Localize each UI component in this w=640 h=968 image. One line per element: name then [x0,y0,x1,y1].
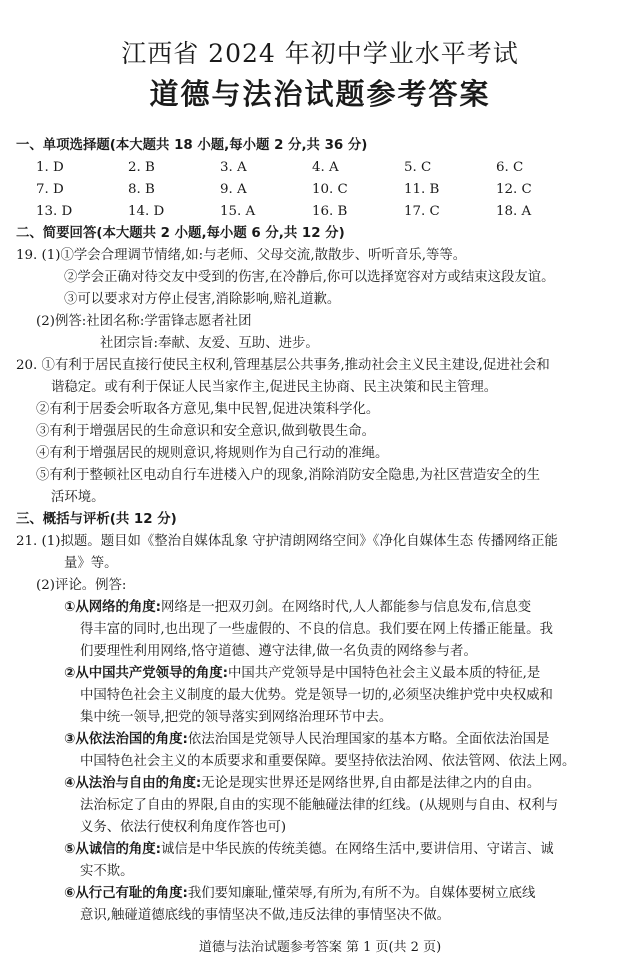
point-text: 中国特色社会主义制度的最大优势。党是领导一切的,必须坚决维护党中央权威和 [80,688,553,703]
q20-line: 20. ①有利于居民直接行使民主权利,管理基层公共事务,推动社会主义民主建设,促进社会和 [16,358,550,373]
exam-title: 江西省 2024 年初中学业水平考试 [121,39,519,68]
point-keyword: ②从中国共产党领导的角度: [64,666,228,681]
answer-cell: 6. C [496,160,524,175]
answer-cell: 4. A [312,160,339,175]
point-text: 们要理性利用网络,恪守道德、遵守法律,做一名负责的网络参与者。 [80,644,477,659]
section1-heading: 一、单项选择题(本大题共 18 小题,每小题 2 分,共 36 分) [16,138,368,153]
point-2 [64,664,540,683]
answer-cell: 5. C [404,160,432,175]
section2-heading: 二、简要回答(本大题共 2 小题,每小题 6 分,共 12 分) [16,226,345,241]
q20-line: ④有利于增强居民的规则意识,将规则作为自己行动的准绳。 [36,446,389,461]
point-text: 我们要知廉耻,懂荣辱,有所为,有所不为。自媒体要树立底线 [187,886,536,901]
point-keyword: ③从依法治国的角度: [64,732,188,747]
q20-line: ⑤有利于整顿社区电动自行车进楼入户的现象,消除消防安全隐患,为社区营造安全的生 [36,468,540,483]
answer-cell: 3. A [220,160,247,175]
point-text: 无论是现实世界还是网络世界,自由都是法律之内的自由。 [201,776,541,791]
q19-line: ②学会正确对待交友中受到的伤害,在冷静后,你可以选择宽容对方或结束这段友谊。 [64,270,555,285]
point-text: 实不欺。 [80,864,134,879]
answer-cell: 10. C [312,182,348,197]
point-text: 义务、依法行使权利角度作答也可) [80,820,287,835]
point-text: 得丰富的同时,也出现了一些虚假的、不良的信息。我们要在网上传播正能量。我 [80,622,553,637]
q19-line: (2)例答:社团名称:学雷锋志愿者社团 [36,314,252,329]
point-text: 中国共产党领导是中国特色社会主义最本质的特征,是 [228,666,541,681]
q21-1-line: 量》等。 [64,556,118,571]
point-text: 中国特色社会主义的本质要求和重要保障。要坚持依法治网、依法管网、依法上网。 [80,754,576,769]
answer-cell: 11. B [404,182,440,197]
point-keyword: ①从网络的角度: [64,600,162,615]
q19-line: ③可以要求对方停止侵害,消除影响,赔礼道歉。 [64,292,341,307]
answer-cell: 16. B [312,204,348,219]
point-keyword: ⑤从诚信的角度: [64,842,162,857]
answer-cell: 17. C [404,204,440,219]
q21-2-intro: (2)评论。例答: [36,578,127,593]
point-4 [64,774,540,793]
q21-1-line: 21. (1)拟题。题目如《整治自媒体乱象 守护清朗网络空间》《净化自媒体生态 传播网络正能 [16,534,558,549]
q19-line: 19. (1)①学会合理调节情绪,如:与老师、父母交流,散散步、听听音乐,等等。 [16,248,467,263]
q20-line: ②有利于居委会听取各方意见,集中民智,促进决策科学化。 [36,402,380,417]
point-text: 集中统一领导,把党的领导落实到网络治理环节中去。 [80,710,393,725]
point-1 [64,598,531,617]
point-keyword: ④从法治与自由的角度: [64,776,202,791]
point-text: 法治标定了自由的界限,自由的实现不能触碰法律的红线。(从规则与自由、权利与 [80,798,559,813]
answer-cell: 9. A [220,182,247,197]
answer-cell: 18. A [496,204,532,219]
page-footer: 道德与法治试题参考答案 第 1 页(共 2 页) [198,940,442,955]
answer-cell: 14. D [128,204,165,219]
point-6 [64,884,535,903]
point-5 [64,840,554,859]
point-text: 网络是一把双刃剑。在网络时代,人人都能参与信息发布,信息变 [161,600,532,615]
document-title: 道德与法治试题参考答案 [149,77,491,111]
point-3 [64,730,549,749]
answer-cell: 15. A [220,204,256,219]
answer-cell: 1. D [36,160,64,175]
section3-heading: 三、概括与评析(共 12 分) [16,512,177,527]
point-text: 意识,触碰道德底线的事情坚决不做,违反法律的事情坚决不做。 [80,908,451,923]
q20-line: ③有利于增强居民的生命意识和安全意识,做到敬畏生命。 [36,424,376,439]
answer-cell: 12. C [496,182,532,197]
answer-cell: 13. D [36,204,73,219]
point-text: 依法治国是党领导人民治理国家的基本方略。全面依法治国是 [187,732,550,747]
answer-cell: 7. D [36,182,64,197]
point-text: 诚信是中华民族的传统美德。在网络生活中,要讲信用、守诺言、诚 [161,842,554,857]
answer-cell: 2. B [128,160,155,175]
q20-line: 活环境。 [51,490,105,505]
point-keyword: ⑥从行己有耻的角度: [64,886,188,901]
answer-cell: 8. B [128,182,155,197]
q19-line: 社团宗旨:奉献、友爱、互助、进步。 [100,336,319,351]
q20-line: 谐稳定。或有利于保证人民当家作主,促进民主协商、民主决策和民主管理。 [51,380,498,395]
